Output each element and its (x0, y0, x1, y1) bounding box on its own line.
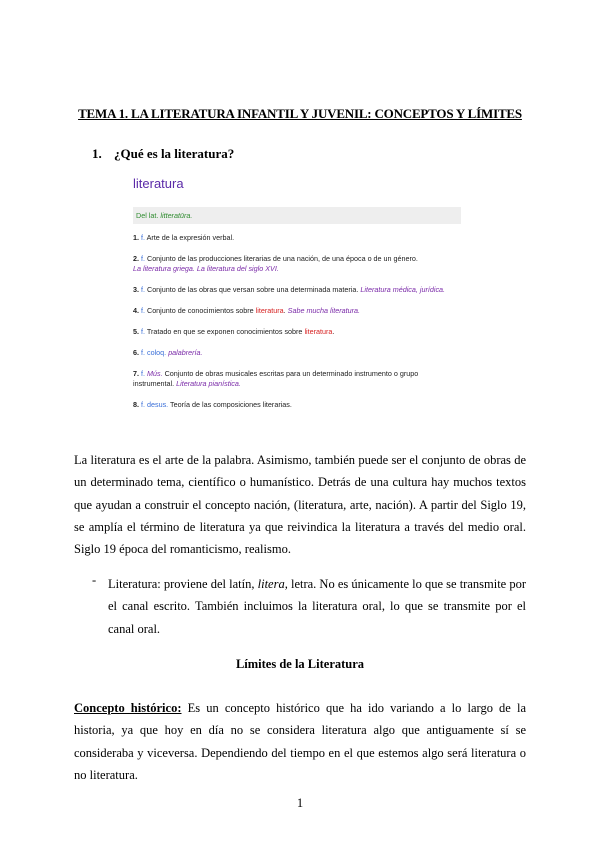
definition-4: 4. f. Conjunto de conocimientos sobre literatura. Sabe mucha literatura. (133, 306, 360, 315)
definition-6: 6. f. coloq. palabrería. (133, 348, 203, 357)
section-heading (92, 146, 234, 162)
bullet-paragraph: Literatura: proviene del latín, litera, letra. No es únicamente lo que se transmite por el canal escrito. También incluimos la literatura oral, lo que se transmite por el canal oral. (108, 577, 527, 636)
paragraph-historical-concept: Concepto histórico: Es un concepto histórico que ha ido variando a lo largo de la historia, ya que hoy en día no se considera literatura algo que antiguamente sí se consideraba y viceversa. Dependiendo del tiempo en el que estemos algo será literatura o no literatura. (74, 701, 526, 782)
concept-label: Concepto histórico: (74, 701, 182, 715)
dictionary-word: literatura (133, 176, 184, 191)
section-number: 1. (92, 146, 102, 161)
definition-7: 7. f. Mús. Conjunto de obras musicales escritas para un determinado instrumento o grupo instrumental. Literatura pianística. (133, 369, 419, 388)
definition-5: 5. f. Tratado en que se exponen conocimientos sobre literatura. (133, 327, 335, 336)
dictionary-entry-image (133, 176, 461, 421)
dictionary-etymology: Del lat. litteratūra. (133, 207, 461, 224)
page-number: 1 (296, 796, 304, 810)
section-heading-text: ¿Qué es la literatura? (114, 146, 235, 161)
subheading: Límites de la Literatura (235, 657, 365, 671)
definition-2: 2. f. Conjunto de las producciones literarias de una nación, de una época o de un género. La literatura griega. La literatura del siglo XVI. (133, 254, 418, 273)
bullet-marker: - (92, 573, 97, 587)
paragraph-definition: La literatura es el arte de la palabra. Asimismo, también puede ser el conjunto de obras de un determinado tema, científico o humanístico. Detrás de una cultura hay muchos textos que ayudan a construir el concepto nación, (literatura, arte, nación). A partir del Siglo 19, se amplía el término de literatura ya que reivindica la literatura a través del medio oral. Siglo 19 época del romanticismo, realismo. (74, 453, 526, 557)
definition-8: 8. f. desus. Teoría de las composiciones literarias. (133, 400, 292, 409)
document-title: TEMA 1. LA LITERATURA INFANTIL Y JUVENIL: CONCEPTOS Y LÍMITES (78, 106, 522, 121)
definition-1: 1. f. Arte de la expresión verbal. (133, 233, 235, 242)
definition-3: 3. f. Conjunto de las obras que versan sobre una determinada materia. Literatura médica, jurídica. (133, 285, 446, 294)
